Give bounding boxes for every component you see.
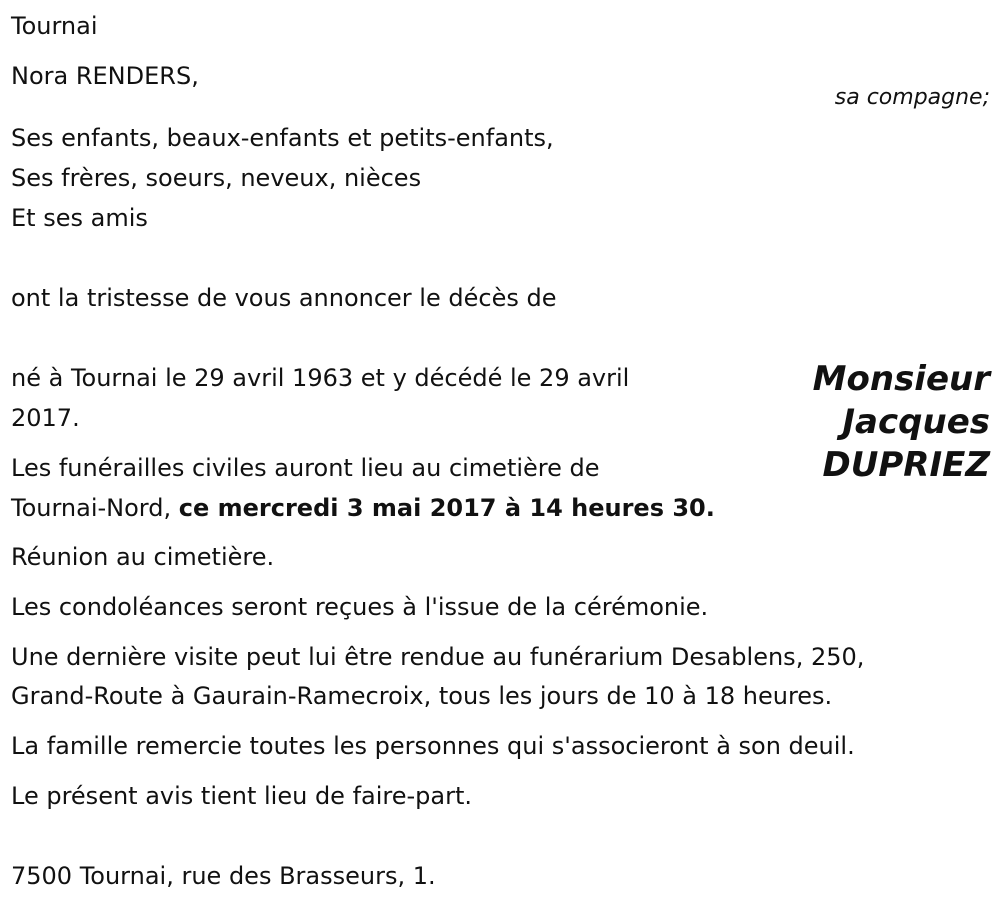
- condolences-text: Les condoléances seront reçues à l'issue de la cérémonie.: [11, 593, 709, 621]
- funeral-line-1: Les funérailles civiles auront lieu au cimetière de: [11, 454, 600, 482]
- funeral-place: Tournai-Nord,: [11, 494, 172, 522]
- notice-validity-text: Le présent avis tient lieu de faire-part.: [11, 782, 473, 810]
- birth-death-line-2: 2017.: [11, 404, 80, 432]
- partner-role: sa compagne;: [834, 85, 990, 110]
- funeral-datetime: ce mercredi 3 mai 2017 à 14 heures 30.: [178, 494, 715, 522]
- family-line-friends: Et ses amis: [11, 204, 148, 232]
- deceased-last-name: DUPRIEZ: [822, 445, 990, 485]
- birth-death-line-1: né à Tournai le 29 avril 1963 et y décédé le 29 avril: [11, 364, 630, 392]
- address-text: 7500 Tournai, rue des Brasseurs, 1.: [11, 862, 436, 890]
- meeting-text: Réunion au cimetière.: [11, 543, 275, 571]
- visit-line-2: Grand-Route à Gaurain-Ramecroix, tous les jours de 10 à 18 heures.: [11, 682, 833, 710]
- family-line-siblings: Ses frères, soeurs, neveux, nièces: [11, 164, 422, 192]
- deceased-name-block: [730, 358, 990, 487]
- announcement-text: ont la tristesse de vous annoncer le décès de: [11, 284, 557, 312]
- city-heading: Tournai: [11, 12, 98, 40]
- thanks-text: La famille remercie toutes les personnes qui s'associeront à son deuil.: [11, 732, 855, 760]
- funeral-line-2: [11, 488, 715, 528]
- family-line-children: Ses enfants, beaux-enfants et petits-enfants,: [11, 124, 554, 152]
- deceased-title: Monsieur: [812, 359, 990, 399]
- partner-name: Nora RENDERS,: [11, 62, 199, 90]
- deceased-first-name: Jacques: [842, 402, 990, 442]
- visit-line-1: Une dernière visite peut lui être rendue au funérarium Desablens, 250,: [11, 643, 865, 671]
